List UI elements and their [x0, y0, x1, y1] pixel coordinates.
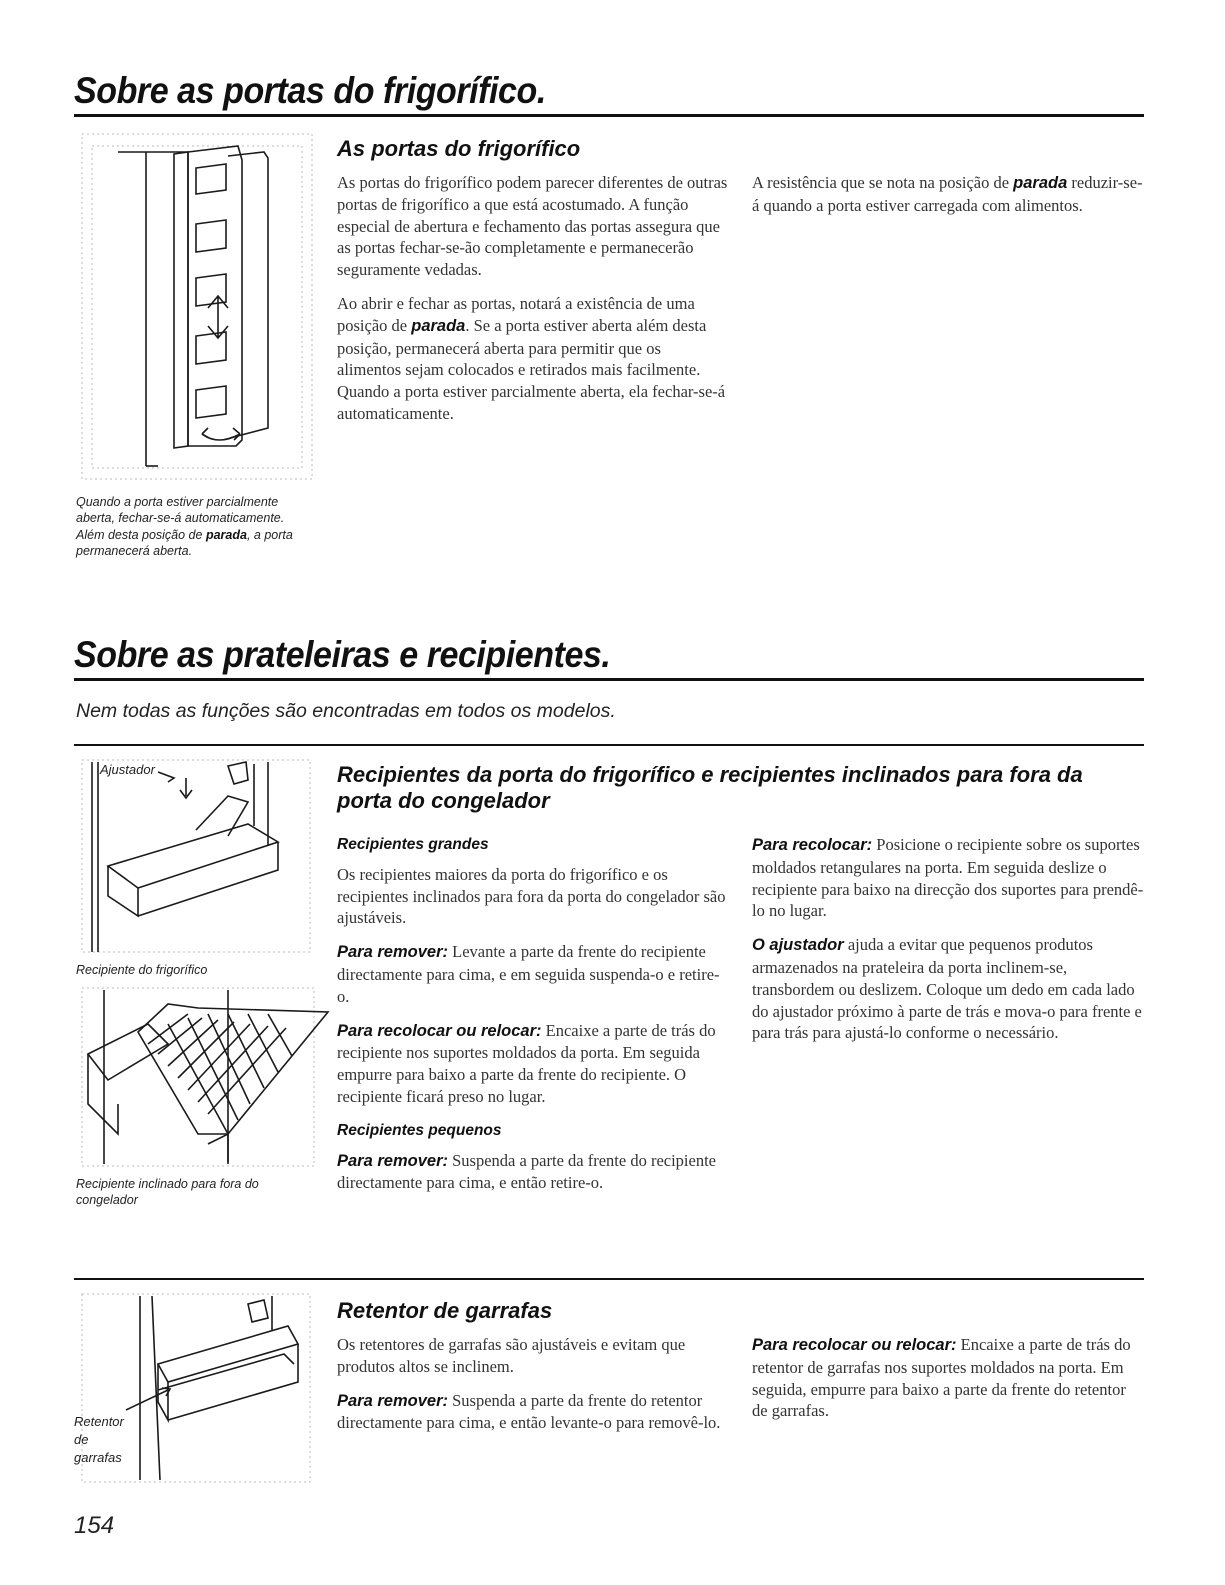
door-illustration [78, 128, 318, 483]
page-number: 154 [74, 1512, 115, 1539]
models-note: Nem todas as funções são encontradas em todos os modelos. [76, 700, 616, 722]
section-title-doors: Sobre as portas do frigorífico. [74, 70, 546, 111]
bins-column-1 [337, 834, 729, 1206]
doors-paragraph-2: Ao abrir e fechar as portas, notará a existência de uma posição de parada. Se a porta estiver aberta além desta posição, permanecerá aberta para permitir que os alimentos sejam colocados e retirados mais facilmente. Quando a porta estiver parcialmente aberta, ela fechar-se-á automaticamente. [337, 293, 726, 423]
tilt-out-bin-caption: Recipiente inclinado para fora do congelador [76, 1177, 259, 1207]
bottle-retainer-label-1: Retentor [74, 1414, 124, 1429]
doors-paragraph-3: A resistência que se nota na posição de parada reduzir-se-á quando a porta estiver carregada com alimentos. [752, 173, 1143, 215]
divider [74, 1278, 1144, 1280]
adjuster-label: Ajustador [100, 762, 155, 777]
large-bins-heading: Recipientes grandes [337, 836, 489, 853]
doors-column-2 [752, 172, 1144, 229]
section-rule [74, 678, 1144, 681]
doors-column-1 [337, 172, 729, 437]
bottle-retainer-illustration [74, 1290, 314, 1486]
subheading-bottle-retainer: Retentor de garrafas [337, 1298, 553, 1323]
bins-column-2 [752, 834, 1144, 1056]
replace-instructions: Para recolocar ou relocar: Encaixe a parte de trás do recipiente nos suportes moldados da porta. Em seguida empurre para baixo a parte da frente do recipiente. O recipiente ficará preso no lugar. [337, 1020, 716, 1106]
refrigerator-bin-illustration [78, 756, 314, 956]
bottle-retainer-label-2: de [74, 1432, 89, 1447]
recolocar-instructions: Para recolocar: Posicione o recipiente sobre os suportes moldados retangulares na porta. Em seguida deslize o recipiente para baixo na direcção dos suportes para prendê-lo no lugar. [752, 835, 1144, 921]
remove-instructions: Para remover: Levante a parte da frente do recipiente directamente para cima, e em seguida suspenda-o e retire-o. [337, 942, 720, 1006]
section-rule [74, 114, 1144, 117]
section-title-shelves: Sobre as prateleiras e recipientes. [74, 634, 611, 675]
door-caption-1: Quando a porta estiver parcialmente aberta, fechar-se-á automaticamente. [76, 495, 285, 525]
subheading-bins: Recipientes da porta do frigorífico e recipientes inclinados para fora da porta do congelador [337, 762, 1083, 813]
small-bins-heading: Recipientes pequenos [337, 1121, 502, 1139]
bottle-remove-instructions: Para remover: Suspenda a parte da frente do retentor directamente para cima, e então levante-o para removê-lo. [337, 1390, 721, 1433]
adjuster-instructions: O ajustador ajuda a evitar que pequenos produtos armazenados na prateleira da porta inclinem-se, transbordem ou deslizem. Coloque um dedo em cada lado do ajustador próximo à parte de trás e mova-o para frente e para trás para ajustá-lo conforme o necessário. [752, 935, 1142, 1043]
large-bins-text: Os recipientes maiores da porta do frigorífico e os recipientes inclinados para fora da porta do congelador são ajustáveis. [337, 864, 726, 928]
bottle-replace-instructions: Para recolocar ou relocar: Encaixe a parte de trás do retentor de garrafas nos suportes moldados na porta. Em seguida, empurre para baixo a parte da frente do retentor de garrafas. [752, 1335, 1131, 1421]
refrigerator-bin-caption: Recipiente do frigorífico [76, 963, 208, 977]
divider [74, 744, 1144, 746]
bottle-column-1 [337, 1334, 729, 1446]
bottle-column-2 [752, 1334, 1144, 1434]
subheading-doors: As portas do frigorífico [337, 136, 581, 161]
tilt-out-bin-illustration [78, 984, 318, 1170]
small-remove-instructions: Para remover: Suspenda a parte da frente do recipiente directamente para cima, e então retire-o. [337, 1150, 716, 1193]
doors-paragraph-1: As portas do frigorífico podem parecer diferentes de outras portas de frigorífico a que está acostumado. A função especial de abertura e fechamento das portas assegura que as portas fechar-se-ão completamente e permanecerão seguramente vedadas. [337, 173, 728, 280]
bottle-retainer-text: Os retentores de garrafas são ajustáveis e evitam que produtos altos se inclinem. [337, 1335, 686, 1376]
door-caption-2: Além desta posição de parada, a porta permanecerá aberta. [76, 528, 293, 558]
bottle-retainer-label-3: garrafas [74, 1450, 122, 1465]
